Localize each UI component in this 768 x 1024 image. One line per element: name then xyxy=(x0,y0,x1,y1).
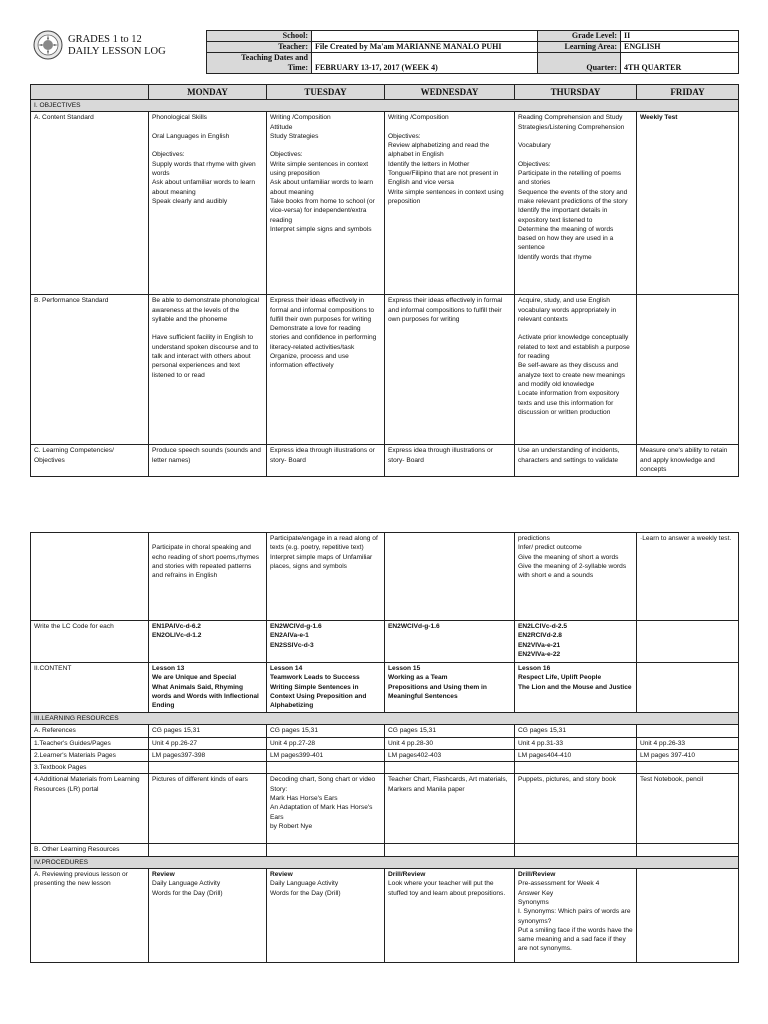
additional-friday: Test Notebook, pencil xyxy=(637,774,739,844)
row-label-reviewing: A. Reviewing previous lesson or presenting the new lesson xyxy=(31,869,149,963)
competencies-continued-tuesday: Participate/engage in a read along of texts (e.g. poetry, repetitive text) Interpret simple maps of Unfamiliar places, signs and symbols xyxy=(267,533,385,621)
deped-seal-icon xyxy=(33,30,63,60)
dates-label-line-1: Teaching Dates and xyxy=(241,53,308,62)
additional-wednesday: Teacher Chart, Flashcards, Art materials, Markers and Manila paper xyxy=(385,774,515,844)
quarter-value: 4TH QUARTER xyxy=(621,53,739,74)
textbook-tuesday xyxy=(267,762,385,774)
learners-materials-thursday: LM pages404-410 xyxy=(515,749,637,761)
header-info-table xyxy=(206,30,739,74)
learners-materials-wednesday: LM pages402-403 xyxy=(385,749,515,761)
content-monday: Lesson 13 We are Unique and Special What Animals Said, Rhyming words and Words with Inflectional Ending xyxy=(149,663,267,713)
school-value xyxy=(312,31,538,42)
textbook-thursday xyxy=(515,762,637,774)
content-standard-thursday: Reading Comprehension and Study Strategies/Listening Comprehension Vocabulary Objectives: Participate in the retelling of poems and stories Sequence the events of the story and make relevant predictions of the story Identify the important details in expository text listened to Determine the meaning of words based on how they are used in a sentence Identify words that rhyme xyxy=(515,112,637,295)
day-header-friday: FRIDAY xyxy=(637,85,739,100)
row-label-content-standard: A. Content Standard xyxy=(31,112,149,295)
dates-label-line-2: Time: xyxy=(287,63,308,72)
learners-materials-friday: LM pages 397-410 xyxy=(637,749,739,761)
competencies-continued-monday: Participate in choral speaking and echo reading of short poems,rhymes and stories with repeated patterns and refrains in English xyxy=(149,533,267,621)
reviewing-wednesday xyxy=(385,869,515,963)
row-label-lc-code: Write the LC Code for each xyxy=(31,621,149,663)
teachers-guide-tuesday: Unit 4 pp.27-28 xyxy=(267,737,385,749)
day-header-thursday: THURSDAY xyxy=(515,85,637,100)
other-resources-monday xyxy=(149,844,267,856)
row-label-learners-materials: 2.Learner's Materials Pages xyxy=(31,749,149,761)
competencies-continued-thursday: predictions Infer/ predict outcome Give the meaning of short a words Give the meaning of 2-syllable words with short e and a sounds xyxy=(515,533,637,621)
row-label-textbook: 3.Textbook Pages xyxy=(31,762,149,774)
grade-level-value: II xyxy=(621,31,739,42)
content-friday xyxy=(637,663,739,713)
teachers-guide-friday: Unit 4 pp.26-33 xyxy=(637,737,739,749)
content-standard-monday: Phonological Skills Oral Languages in English Objectives: Supply words that rhyme with given words Ask about unfamiliar words to learn about meaning Speak clearly and audibly xyxy=(149,112,267,295)
reviewing-monday xyxy=(149,869,267,963)
performance-standard-friday xyxy=(637,295,739,445)
lesson-log-table-part-2 xyxy=(30,532,739,963)
performance-standard-thursday: Acquire, study, and use English vocabulary words appropriately in relevant contexts Activate prior knowledge conceptually related to text and establish a purpose for reading Be self-aware as they discuss and analyze text to create new meanings and modify old knowledge Locate information from expository texts and use this information for discussion or written production xyxy=(515,295,637,445)
dates-label xyxy=(207,53,312,74)
learners-materials-monday: LM pages397-398 xyxy=(149,749,267,761)
competencies-thursday: Use an understanding of incidents, characters and settings to validate xyxy=(515,445,637,477)
other-resources-tuesday xyxy=(267,844,385,856)
competencies-continued-wednesday xyxy=(385,533,515,621)
reviewing-thursday xyxy=(515,869,637,963)
row-label-performance-standard: B. Performance Standard xyxy=(31,295,149,445)
row-label-competencies-continued xyxy=(31,533,149,621)
section-learning-resources: III.LEARNING RESOURCES xyxy=(31,713,739,725)
competencies-wednesday: Express idea through illustrations or story- Board xyxy=(385,445,515,477)
title-line-2: DAILY LESSON LOG xyxy=(68,46,166,57)
teachers-guide-monday: Unit 4 pp.26-27 xyxy=(149,737,267,749)
textbook-monday xyxy=(149,762,267,774)
teachers-guide-wednesday: Unit 4 pp.28-30 xyxy=(385,737,515,749)
day-header-wednesday: WEDNESDAY xyxy=(385,85,515,100)
content-thursday: Lesson 16 Respect Life, Uplift People The Lion and the Mouse and Justice xyxy=(515,663,637,713)
textbook-wednesday xyxy=(385,762,515,774)
references-wednesday: CG pages 15,31 xyxy=(385,725,515,737)
learning-area-label: Learning Area: xyxy=(538,42,621,53)
content-tuesday: Lesson 14 Teamwork Leads to Success Writing Simple Sentences in Context Using Preposition and Alphabetizing xyxy=(267,663,385,713)
teachers-guide-thursday: Unit 4 pp.31-33 xyxy=(515,737,637,749)
lc-code-wednesday: EN2WCIVd-g-1.6 xyxy=(385,621,515,663)
reviewing-thursday-title: Drill/Review xyxy=(518,871,556,879)
additional-monday: Pictures of different kinds of ears xyxy=(149,774,267,844)
reviewing-wednesday-text: Look where your teacher will put the stuffed toy and learn about prepositions. xyxy=(388,880,506,897)
additional-thursday: Puppets, pictures, and story book xyxy=(515,774,637,844)
learners-materials-tuesday: LM pages399-401 xyxy=(267,749,385,761)
day-header-tuesday: TUESDAY xyxy=(267,85,385,100)
performance-standard-wednesday: Express their ideas effectively in formal and informal compositions to fulfill their own purposes for writing xyxy=(385,295,515,445)
reviewing-monday-text: Daily Language Activity Words for the Day (Drill) xyxy=(152,880,223,897)
reviewing-thursday-text: Pre-assessment for Week 4 Answer Key Synonyms I. Synonyms: Which pairs of words are synonyms? Put a smiling face if the words have the same meaning and a sad face if they are not synonyms. xyxy=(518,880,633,953)
references-tuesday: CG pages 15,31 xyxy=(267,725,385,737)
teacher-label: Teacher: xyxy=(207,42,312,53)
section-content: II.CONTENT xyxy=(31,663,149,713)
other-resources-friday xyxy=(637,844,739,856)
school-label: School: xyxy=(207,31,312,42)
corner-cell xyxy=(31,85,149,100)
reviewing-tuesday-text: Daily Language Activity Words for the Day (Drill) xyxy=(270,880,341,897)
row-label-teachers-guide: 1.Teacher's Guides/Pages xyxy=(31,737,149,749)
lc-code-friday xyxy=(637,621,739,663)
teacher-value: File Created by Ma'am MARIANNE MANALO PUHI xyxy=(312,42,538,53)
content-standard-wednesday: Writing /Composition Objectives: Review alphabetizing and read the alphabet in English Identify the letters in Mother Tongue/Filipino that are not present in English and vice versa Write simple sentences in context using preposition xyxy=(385,112,515,295)
content-standard-tuesday: Writing /Composition Attitude Study Strategies Objectives: Write simple sentences in context using preposition Ask about unfamiliar words to learn about meaning Take books from home to school (or vice-versa) for independent/extra reading Interpret simple signs and symbols xyxy=(267,112,385,295)
other-resources-wednesday xyxy=(385,844,515,856)
performance-standard-tuesday: Express their ideas effectively in formal and informal compositions to fulfill their own purposes for writing Demonstrate a love for reading stories and confidence in performing literacy-related activities/task Organize, process and use information effectively xyxy=(267,295,385,445)
row-label-other-resources: B. Other Learning Resources xyxy=(31,844,149,856)
section-objectives: I. OBJECTIVES xyxy=(31,100,739,112)
reviewing-wednesday-title: Drill/Review xyxy=(388,871,426,879)
content-standard-friday: Weekly Test xyxy=(637,112,739,295)
lc-code-tuesday: EN2WCIVd-g-1.6 EN2AIVa-e-1 EN2SSIVc-d-3 xyxy=(267,621,385,663)
competencies-continued-friday: ·Learn to answer a weekly test. xyxy=(637,533,739,621)
competencies-monday: Produce speech sounds (sounds and letter names) xyxy=(149,445,267,477)
lc-code-monday: EN1PAIVc-d-6.2 EN2OLIVc-d-1.2 xyxy=(149,621,267,663)
references-monday: CG pages 15,31 xyxy=(149,725,267,737)
content-wednesday: Lesson 15 Working as a Team Prepositions and Using them in Meaningful Sentences xyxy=(385,663,515,713)
learning-area-value: ENGLISH xyxy=(621,42,739,53)
competencies-friday: Measure one's ability to retain and apply knowledge and concepts xyxy=(637,445,739,477)
dates-value: FEBRUARY 13-17, 2017 (WEEK 4) xyxy=(312,53,538,74)
grade-level-label: Grade Level: xyxy=(538,31,621,42)
title-line-1: GRADES 1 to 12 xyxy=(68,34,142,45)
reviewing-tuesday-title: Review xyxy=(270,871,293,879)
row-label-competencies: C. Learning Competencies/ Objectives xyxy=(31,445,149,477)
quarter-label: Quarter: xyxy=(538,53,621,74)
reviewing-monday-title: Review xyxy=(152,871,175,879)
document-header xyxy=(30,28,738,76)
performance-standard-monday: Be able to demonstrate phonological awareness at the levels of the syllable and the phoneme Have sufficient facility in English to understand spoken discourse and to talk and interact with others about personal experiences and text listened to or read xyxy=(149,295,267,445)
references-thursday: CG pages 15,31 xyxy=(515,725,637,737)
reviewing-friday xyxy=(637,869,739,963)
row-label-additional-materials: 4.Additional Materials from Learning Resources (LR) portal xyxy=(31,774,149,844)
references-friday xyxy=(637,725,739,737)
day-header-monday: MONDAY xyxy=(149,85,267,100)
textbook-friday xyxy=(637,762,739,774)
reviewing-tuesday xyxy=(267,869,385,963)
other-resources-thursday xyxy=(515,844,637,856)
additional-tuesday: Decoding chart, Song chart or video Story: Mark Has Horse's Ears An Adaptation of Mark Has Horse's Ears by Robert Nye xyxy=(267,774,385,844)
lc-code-thursday: EN2LCIVc-d-2.5 EN2RCIVd-2.8 EN2VIVa-e-21 EN2VIVa-e-22 xyxy=(515,621,637,663)
row-label-references: A. References xyxy=(31,725,149,737)
lesson-log-table-part-1 xyxy=(30,84,739,477)
section-procedures: IV.PROCEDURES xyxy=(31,856,739,868)
competencies-tuesday: Express idea through illustrations or story- Board xyxy=(267,445,385,477)
